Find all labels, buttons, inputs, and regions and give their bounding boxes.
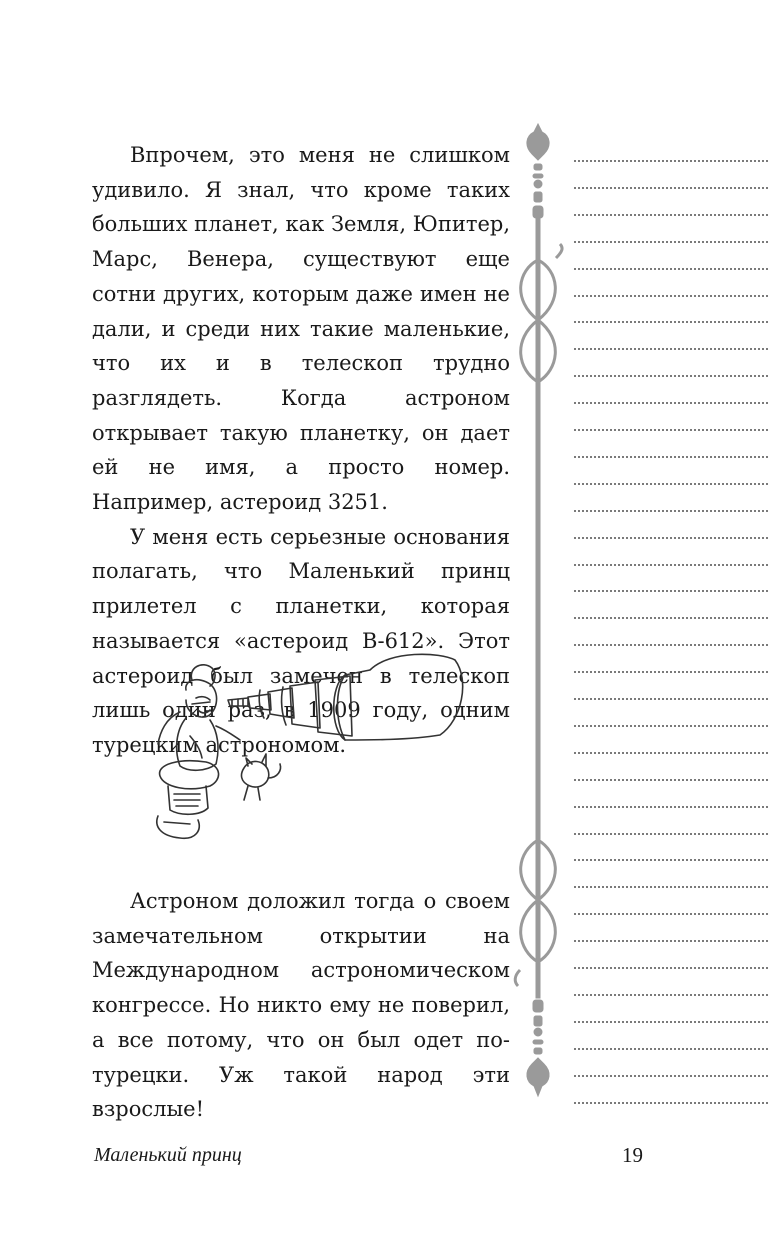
note-line — [574, 1048, 768, 1050]
note-line — [574, 967, 768, 969]
note-line — [574, 806, 768, 808]
note-line — [574, 537, 768, 539]
note-line — [574, 994, 768, 996]
notes-area — [574, 0, 768, 1240]
paragraph-3: Астроном доложил тогда о своем замечательном открытии на Международном астрономическом конгрессе. Но никто ему не поверил, а все потому, что он был одет по-турецки. Уж такой народ эти взрослые! — [92, 889, 510, 1122]
note-line — [574, 564, 768, 566]
note-line — [574, 348, 768, 350]
note-line — [574, 698, 768, 700]
note-line — [574, 375, 768, 377]
note-line — [574, 725, 768, 727]
note-line — [574, 321, 768, 323]
note-line — [574, 214, 768, 216]
note-line — [574, 295, 768, 297]
note-line — [574, 752, 768, 754]
note-line — [574, 187, 768, 189]
note-line — [574, 671, 768, 673]
astronomer-illustration — [140, 640, 470, 860]
note-line — [574, 429, 768, 431]
note-line — [574, 886, 768, 888]
main-text-bottom — [92, 884, 510, 1127]
note-line — [574, 268, 768, 270]
note-line — [574, 913, 768, 915]
note-line — [574, 160, 768, 162]
paragraph-1: Впрочем, это меня не слишком удивило. Я знал, что кроме таких больших планет, как Земля, Юпитер, Марс, Венера, существуют еще сотни других, которым даже имен не дали, и среди них такие маленькие, что их и в телескоп трудно разглядеть. Когда астроном открывает такую планетку, он дает ей не имя, а просто номер. Например, астероид 3251. — [92, 143, 510, 515]
note-line — [574, 779, 768, 781]
note-line — [574, 456, 768, 458]
running-footer-title: Маленький принц — [94, 1144, 242, 1166]
note-line — [574, 833, 768, 835]
decorative-divider-icon — [512, 120, 564, 1100]
note-line — [574, 617, 768, 619]
note-line — [574, 940, 768, 942]
note-line — [574, 510, 768, 512]
page-number: 19 — [622, 1143, 643, 1167]
note-line — [574, 1102, 768, 1104]
note-line — [574, 241, 768, 243]
note-line — [574, 859, 768, 861]
paragraph-2: У меня есть серьезные основания полагать, что Маленький принц прилетел с планетки, которая называется «астероид В-612». Этот астероид был замечен в телескоп лишь один раз, в 1909 году, одним турецким астрономом. — [92, 524, 510, 757]
note-line — [574, 1075, 768, 1077]
note-line — [574, 1021, 768, 1023]
note-line — [574, 402, 768, 404]
note-line — [574, 644, 768, 646]
note-line — [574, 590, 768, 592]
note-line — [574, 483, 768, 485]
